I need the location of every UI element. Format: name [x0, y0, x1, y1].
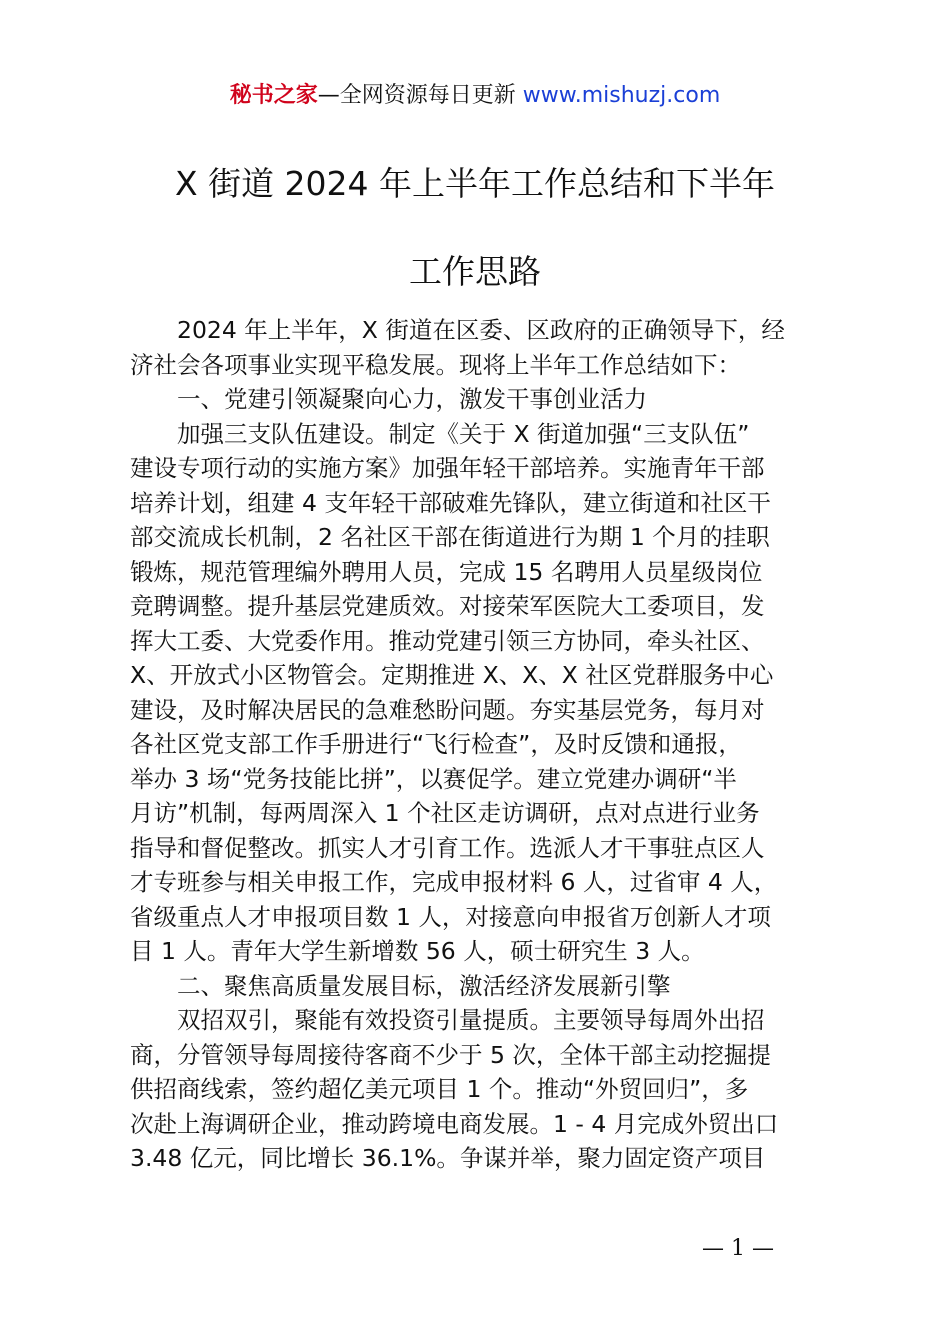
- section-heading-1: 一、党建引领凝聚向心力，激发干事创业活力: [177, 385, 647, 413]
- body-line: 济社会各项事业实现平稳发展。现将上半年工作总结如下：: [130, 350, 741, 379]
- body-line: 部交流成长机制，2 名社区干部在街道进行为期 1 个月的挂职: [130, 523, 770, 551]
- body-line: 举办 3 场“党务技能比拼”，以赛促学。建立党建办调研“半: [130, 764, 737, 793]
- body-line: 锻炼，规范管理编外聘用人员，完成 15 名聘用人员星级岗位: [130, 557, 763, 586]
- site-brand: 秘书之家: [229, 83, 318, 108]
- site-tagline: —全网资源每日更新: [317, 83, 523, 108]
- site-banner: [0, 80, 950, 112]
- body-line: 才专班参与相关申报工作，完成申报材料 6 人，过省审 4 人，: [130, 868, 778, 896]
- body-line: 培养计划，组建 4 支年轻干部破难先锋队，建立街道和社区干: [130, 488, 771, 517]
- body-line: 月访”机制，每两周深入 1 个社区走访调研，点对点进行业务: [130, 799, 760, 827]
- body-line: 竞聘调整。提升基层党建质效。对接荣军医院大工委项目，发: [130, 592, 765, 620]
- document-title: [0, 160, 950, 296]
- site-url-link[interactable]: www.mishuzj.com: [522, 83, 721, 108]
- body-line: 供招商线索，签约超亿美元项目 1 个。推动“外贸回归”，多: [130, 1075, 749, 1103]
- document-body: [130, 313, 835, 1176]
- body-line: 次赴上海调研企业，推动跨境电商发展。1 - 4 月完成外贸出口: [130, 1109, 779, 1138]
- body-line: 省级重点人才申报项目数 1 人，对接意向申报省万创新人才项: [130, 902, 771, 931]
- body-line: 建设，及时解决居民的急难愁盼问题。夯实基层党务，每月对: [130, 695, 765, 724]
- body-line: 建设专项行动的实施方案》加强年轻干部培养。实施青年干部: [130, 454, 765, 482]
- body-line: 目 1 人。青年大学生新增数 56 人，硕士研究生 3 人。: [130, 937, 705, 965]
- body-line: 3.48 亿元，同比增长 36.1%。争谋并举，聚力固定资产项目: [130, 1144, 766, 1172]
- section-heading-2: 二、聚焦高质量发展目标，激活经济发展新引擎: [177, 971, 671, 1000]
- body-line: 2024 年上半年，X 街道在区委、区政府的正确领导下，经: [177, 316, 785, 344]
- body-line: 指导和督促整改。抓实人才引育工作。选派人才干事驻点区人: [130, 833, 765, 862]
- body-line: 挥大工委、大党委作用。推动党建引领三方协同，牵头社区、: [130, 626, 765, 655]
- body-line: 各社区党支部工作手册进行“飞行检查”，及时反馈和通报，: [130, 730, 742, 758]
- body-line: 加强三支队伍建设。制定《关于 X 街道加强“三支队伍”: [177, 419, 750, 448]
- title-line-1: X 街道 2024 年上半年工作总结和下半年: [174, 164, 776, 203]
- body-line: 双招双引，聚能有效投资引量提质。主要领导每周外出招: [177, 1006, 765, 1034]
- body-line: X、开放式小区物管会。定期推进 X、X、X 社区党群服务中心: [130, 661, 774, 689]
- title-line-2: 工作思路: [409, 252, 541, 291]
- body-line: 商，分管领导每周接待客商不少于 5 次，全体干部主动挖掘提: [130, 1040, 771, 1069]
- page-number: — 1 —: [702, 1236, 774, 1261]
